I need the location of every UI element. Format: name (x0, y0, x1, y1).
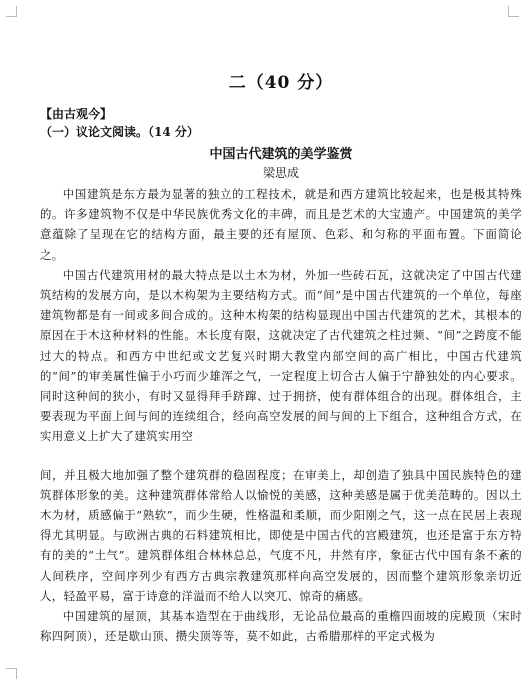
document-page (40, 68, 522, 646)
crop-mark-top-right (508, 6, 519, 17)
paragraph: 中国建筑的屋顶，其基本造型在于曲线形，无论品位最高的重檐四面坡的庑殿顶（宋时称四阿顶），还是歇山顶、攒尖顶等等，莫不如此，古希腊那样的平定式极为 (40, 609, 522, 644)
paragraph: 间，并且极大地加强了整个建筑群的稳固程度；在审美上，却创造了独具中国民族特色的建筑群体形象的美。这种建筑群体常给人以愉悦的美感，这种美感是属于优美范畴的。因以土木为材，质感偏于“熟软”，而少生硬，性格温和柔顺，而少阳刚之气，这一点在民居上表现得尤其明显。与欧洲古典的石料建筑相比，即使是中国古代的宫殿建筑，也还是富于东方特有的美的“土气”。建筑群体组合林林总总，气度不凡，井然有序，象征古代中国有条不紊的人间秩序，空间序列少有西方古典宗教建筑那样向高空发展的，因而整个建筑形象亲切近人，轻盈平易，富于诗意的洋溢而不给人以突兀、惊奇的痛感。 (40, 467, 522, 603)
paragraph: 中国古代建筑用材的最大特点是以土木为材，外加一些砖石瓦，这就决定了中国古代建筑结构的发展方向，是以木构架为主要结构方式。而“间”是中国古代建筑的一个单位，每座建筑物都是有一间或多间合成的。这种木构架的结构显现出中国古代建筑的艺术，其根本的原因在于木这种材料的性能。木长度有限，这就决定了古代建筑之柱过频、“间”之跨度不能过大的特点。和西方中世纪或文艺复兴时期大教堂内部空间的高广相比，中国古代建筑的“间”的审美属性偏于小巧而少雄浑之气，一定程度上切合古人偏于宁静独处的内心要求。同时这种间的狭小，有时又显得拜手跻蹿、过于拥挤，使有群体组合的出现。群体组合，主要表现为平面上间与间的连续组合，经向高空发展的间与间的上下组合，这种组合方式，在实用意义上扩大了建筑实用空 (40, 267, 522, 444)
crop-mark-top-left (6, 6, 17, 17)
crop-mark-bottom-left (6, 668, 17, 679)
question-label: （一）议论文阅读。（14 分） (40, 125, 199, 139)
article-author: 梁思成 (262, 166, 299, 180)
page-gap (40, 447, 522, 465)
article-title: 中国古代建筑的美学鉴赏 (209, 147, 353, 162)
paragraph: 中国建筑是东方最为显著的独立的工程技术，就是和西方建筑比较起来，也是极其特殊的。许多建筑物不仅是中华民族优秀文化的丰碑，而且是艺术的大宝遗产。中国建筑的美学意蕴除了呈现在它的结构方面，最主要的还有屋顶、色彩、和匀称的平面布置。下面简论之。 (40, 187, 522, 262)
part-title: 二（40 分） (228, 73, 334, 93)
section-label: 【由古观今】 (40, 107, 113, 121)
